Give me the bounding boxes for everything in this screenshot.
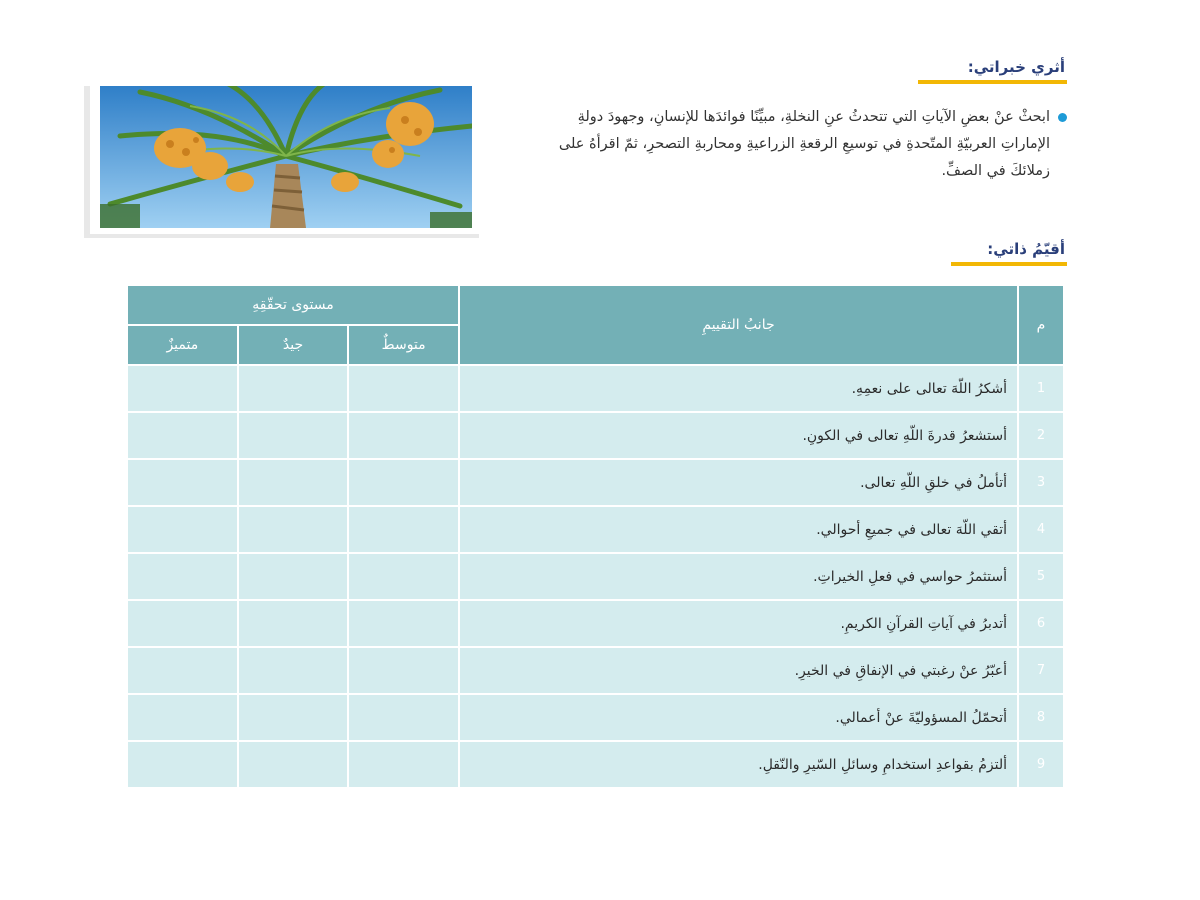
cell-average[interactable] <box>348 647 459 694</box>
row-aspect: أعبّرُ عنْ رغبتي في الإنفاقِ في الخيرِ. <box>459 647 1018 694</box>
palm-tree-image <box>90 82 485 234</box>
table-row <box>127 647 1064 694</box>
cell-excellent[interactable] <box>127 506 238 553</box>
cell-average[interactable] <box>348 553 459 600</box>
header-level-group: مستوى تحقّقِهِ <box>127 285 459 325</box>
table-row <box>127 459 1064 506</box>
cell-average[interactable] <box>348 506 459 553</box>
row-aspect: أتقي اللّهَ تعالى في جميعِ أحوالي. <box>459 506 1018 553</box>
cell-excellent[interactable] <box>127 647 238 694</box>
cell-excellent[interactable] <box>127 553 238 600</box>
cell-good[interactable] <box>238 365 349 412</box>
row-aspect: أتدبرُ في آياتِ القرآنِ الكريمِ. <box>459 600 1018 647</box>
self-eval-section-title: أقيّمُ ذاتي: <box>951 240 1067 266</box>
row-number: 2 <box>1018 412 1064 459</box>
cell-excellent[interactable] <box>127 600 238 647</box>
table-row <box>127 694 1064 741</box>
row-number: 3 <box>1018 459 1064 506</box>
cell-average[interactable] <box>348 459 459 506</box>
cell-good[interactable] <box>238 459 349 506</box>
row-number: 6 <box>1018 600 1064 647</box>
enrich-section-title: أثري خبراتي: <box>918 58 1067 84</box>
activity-text: ابحثْ عنْ بعضِ الآياتِ التي تتحدثُ عنِ النخلةِ، مبيِّنًا فوائدَها للإنسانِ، وجهودَ دولةِ الإماراتِ العربيّةِ المتّحدةِ في توسيعِ الرقعةِ الزراعيةِ ومحاربةِ التصحرِ، ثمّ اقرأهُ على زملائكَ في الصفِّ. <box>558 109 1050 179</box>
row-number: 8 <box>1018 694 1064 741</box>
table-row <box>127 600 1064 647</box>
table-row <box>127 741 1064 788</box>
cell-good[interactable] <box>238 600 349 647</box>
header-level-excellent: متميزٌ <box>127 325 238 365</box>
cell-good[interactable] <box>238 647 349 694</box>
self-evaluation-table <box>126 284 1065 789</box>
row-number: 5 <box>1018 553 1064 600</box>
cell-average[interactable] <box>348 365 459 412</box>
row-number: 4 <box>1018 506 1064 553</box>
header-level-average: متوسطٌ <box>348 325 459 365</box>
cell-average[interactable] <box>348 600 459 647</box>
cell-average[interactable] <box>348 412 459 459</box>
cell-excellent[interactable] <box>127 741 238 788</box>
row-aspect: أستشعرُ قدرةَ اللّهِ تعالى في الكونِ. <box>459 412 1018 459</box>
row-aspect: أتحمّلُ المسؤوليّةَ عنْ أعمالي. <box>459 694 1018 741</box>
table-row <box>127 506 1064 553</box>
row-number: 9 <box>1018 741 1064 788</box>
header-level-good: جيدٌ <box>238 325 349 365</box>
cell-good[interactable] <box>238 412 349 459</box>
cell-good[interactable] <box>238 553 349 600</box>
bullet-icon <box>1058 113 1067 122</box>
row-aspect: أتأملُ في خلقِ اللّهِ تعالى. <box>459 459 1018 506</box>
cell-good[interactable] <box>238 694 349 741</box>
cell-excellent[interactable] <box>127 365 238 412</box>
table-row <box>127 553 1064 600</box>
cell-average[interactable] <box>348 694 459 741</box>
cell-good[interactable] <box>238 506 349 553</box>
table-row <box>127 365 1064 412</box>
row-number: 7 <box>1018 647 1064 694</box>
cell-excellent[interactable] <box>127 694 238 741</box>
row-aspect: أشكرُ اللّهَ تعالى على نعمِهِ. <box>459 365 1018 412</box>
cell-excellent[interactable] <box>127 412 238 459</box>
activity-paragraph <box>528 104 1050 185</box>
row-aspect: ألتزمُ بقواعدِ استخدامِ وسائلِ السّيرِ والنّقلِ. <box>459 741 1018 788</box>
cell-excellent[interactable] <box>127 459 238 506</box>
header-aspect: جانبُ التقييمِ <box>459 285 1018 365</box>
row-aspect: أستثمرُ حواسي في فعلِ الخيراتِ. <box>459 553 1018 600</box>
cell-good[interactable] <box>238 741 349 788</box>
palm-tree-icon <box>100 86 472 228</box>
table-row <box>127 412 1064 459</box>
header-num: م <box>1018 285 1064 365</box>
cell-average[interactable] <box>348 741 459 788</box>
row-number: 1 <box>1018 365 1064 412</box>
